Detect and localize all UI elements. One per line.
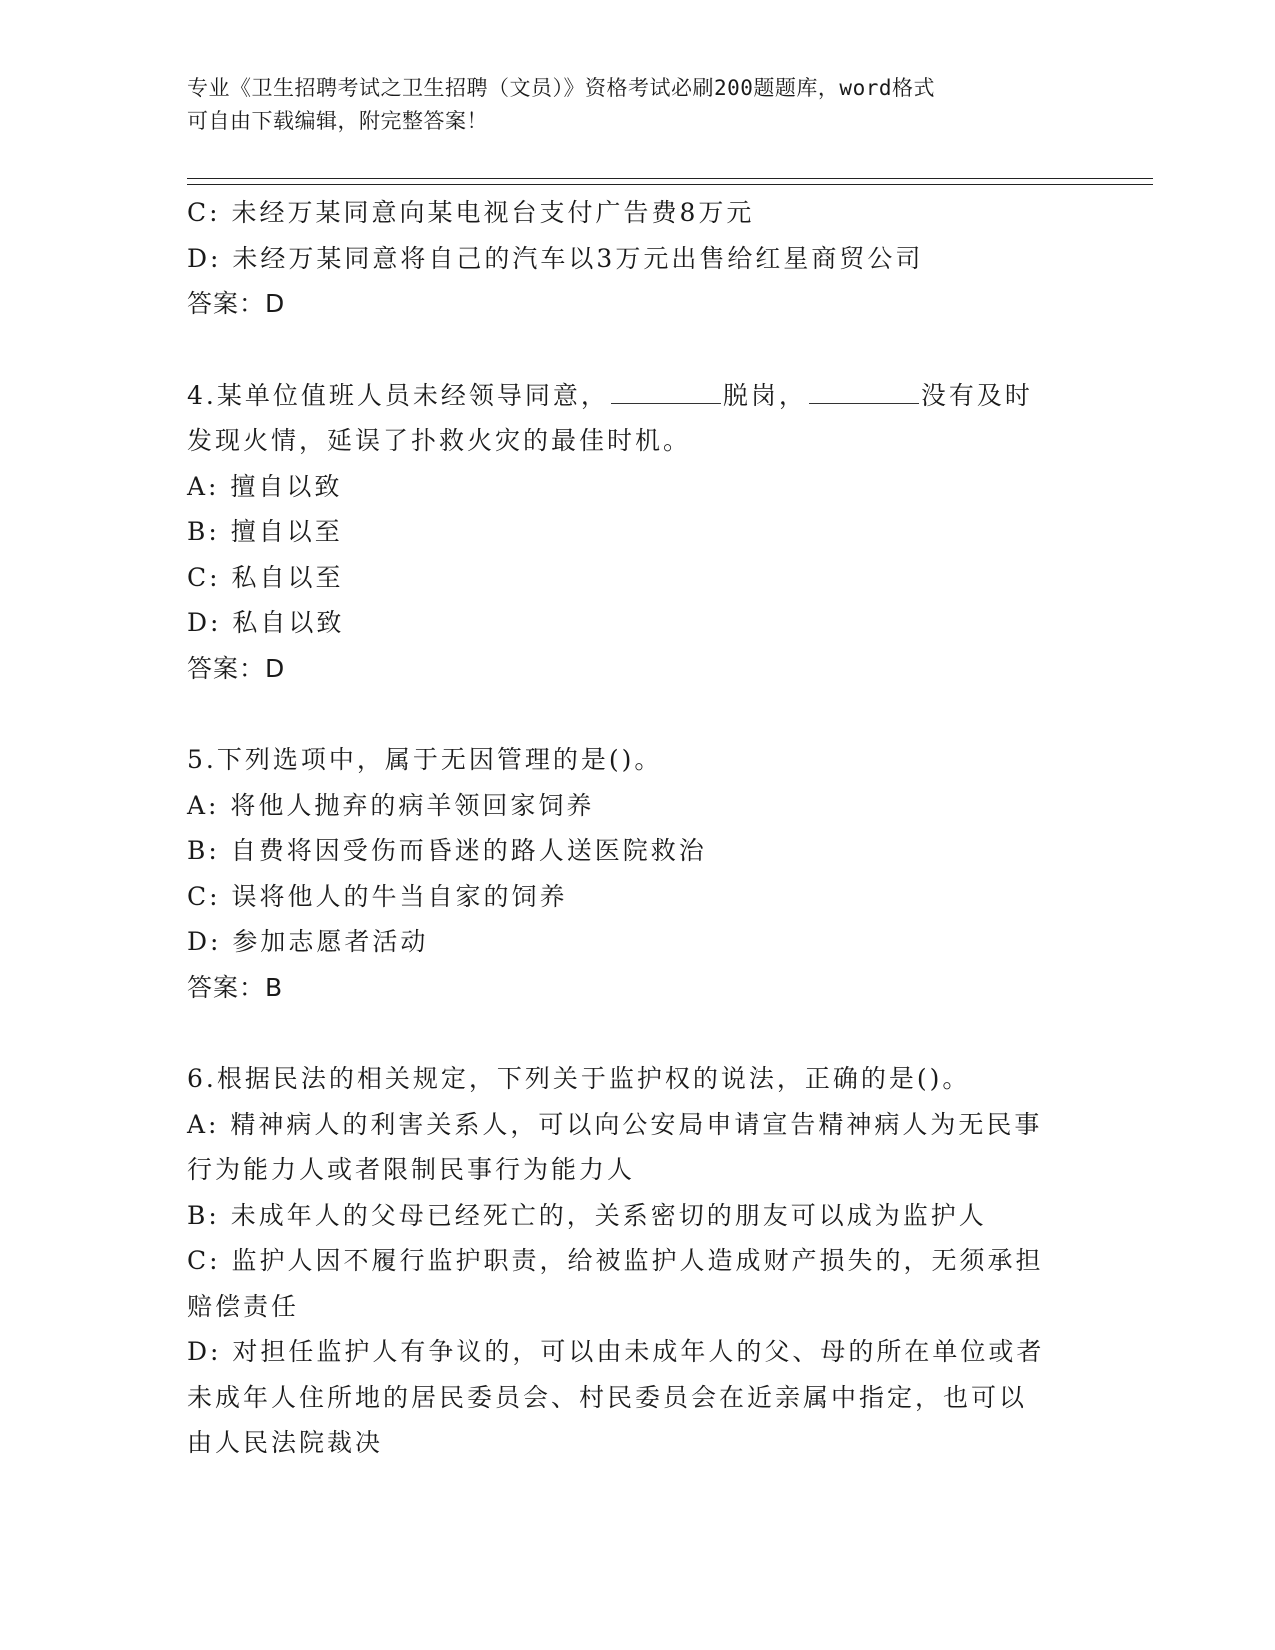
stem-part-1: 4.某单位值班人员未经领导同意， xyxy=(187,380,609,410)
question-4 xyxy=(187,373,1087,692)
option-d: D: 未经万某同意将自己的汽车以3万元出售给红星商贸公司 xyxy=(187,243,924,273)
stem-part-3: 没有及时 xyxy=(920,380,1033,410)
question-content xyxy=(187,190,1087,1466)
fill-in-blank xyxy=(809,381,919,404)
option-a: A: 将他人抛弃的病羊领回家饲养 xyxy=(187,790,595,820)
option-c: C: 误将他人的牛当自家的饲养 xyxy=(187,881,568,911)
spacer xyxy=(187,327,1087,373)
spacer xyxy=(187,691,1087,737)
option-b: B: 自费将因受伤而昏迷的路人送医院救治 xyxy=(187,836,707,865)
option-d-continued: 未成年人住所地的居民委员会、村民委员会在近亲属中指定，也可以 xyxy=(187,1382,1028,1412)
header-divider-bottom xyxy=(187,184,1153,185)
fill-in-blank xyxy=(611,381,721,404)
answer-label: 答案：D xyxy=(187,289,286,318)
spacer xyxy=(187,1010,1087,1056)
option-c-continued: 赔偿责任 xyxy=(187,1291,300,1321)
option-d: D: 对担任监护人有争议的，可以由未成年人的父、母的所在单位或者 xyxy=(187,1337,1045,1366)
option-c: C: 监护人因不履行监护职责，给被监护人造成财产损失的，无须承担 xyxy=(187,1246,1044,1275)
question-stem xyxy=(187,373,1087,419)
question-stem: 6.根据民法的相关规定，下列关于监护权的说法，正确的是()。 xyxy=(187,1064,971,1093)
question-5 xyxy=(187,737,1087,1010)
option-d: D: 私自以致 xyxy=(187,608,345,637)
question-stem: 5.下列选项中，属于无因管理的是()。 xyxy=(187,745,663,774)
header-title-line-1: 专业《卫生招聘考试之卫生招聘（文员）》资格考试必刷200题题库，word格式 xyxy=(187,76,935,100)
question-6 xyxy=(187,1056,1087,1466)
answer-label: 答案：B xyxy=(187,972,284,1002)
question-stem-continued: 发现火情，延误了扑救火灾的最佳时机。 xyxy=(187,426,692,455)
option-a-continued: 行为能力人或者限制民事行为能力人 xyxy=(187,1155,636,1184)
document-header xyxy=(187,72,1087,138)
option-d: D: 参加志愿者活动 xyxy=(187,927,429,956)
question-3-tail xyxy=(187,190,1087,327)
option-a: A: 擅自以致 xyxy=(187,471,343,501)
option-b: B: 擅自以至 xyxy=(187,517,343,546)
header-divider-top xyxy=(187,178,1153,179)
option-c: C: 私自以至 xyxy=(187,562,344,592)
option-d-continued-2: 由人民法院裁决 xyxy=(187,1428,384,1457)
option-a: A: 精神病人的利害关系人，可以向公安局申请宣告精神病人为无民事 xyxy=(187,1109,1043,1139)
answer-label: 答案：D xyxy=(187,653,286,683)
option-b: B: 未成年人的父母已经死亡的，关系密切的朋友可以成为监护人 xyxy=(187,1200,987,1230)
header-title-line-2: 可自由下载编辑，附完整答案！ xyxy=(187,109,488,133)
stem-part-2: 脱岗， xyxy=(722,380,807,410)
option-c: C: 未经万某同意向某电视台支付广告费8万元 xyxy=(187,198,755,227)
